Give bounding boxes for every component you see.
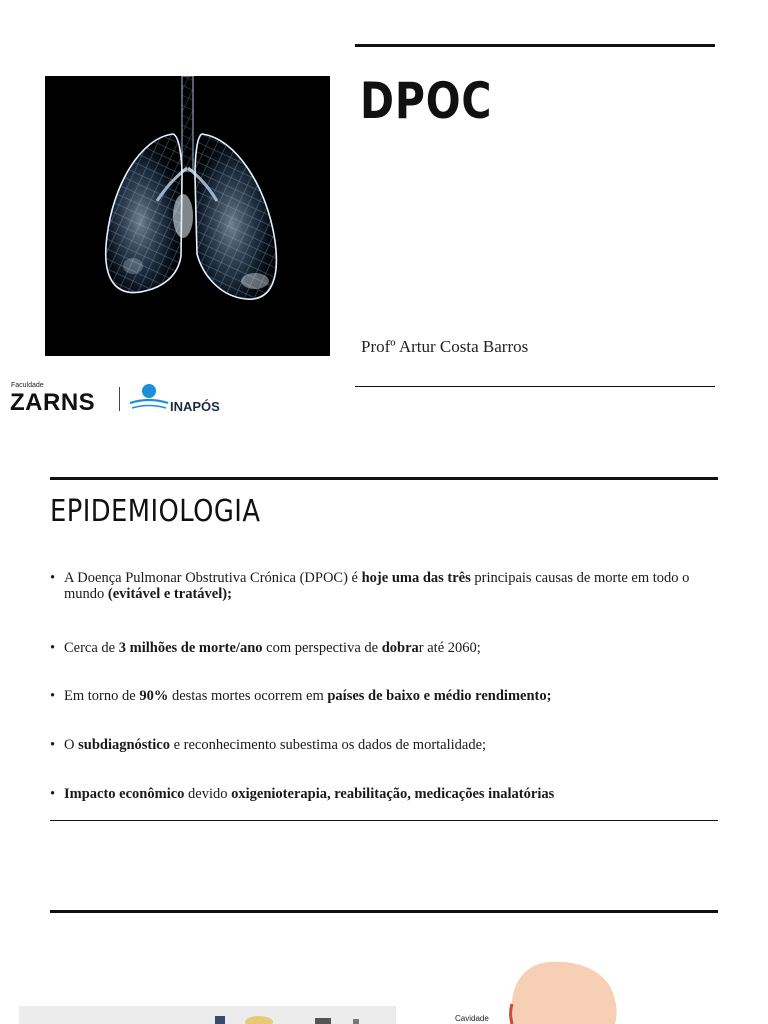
bullet-emphasis: oxigenioterapia, reabilitação, medicações inalatórias — [231, 786, 555, 802]
bullet-emphasis: (evitável e tratável); — [107, 586, 232, 602]
bullet-emphasis: países de baixo e médio rendimento; — [327, 688, 552, 704]
logo-inapos-text: INAPÓS — [170, 399, 220, 414]
bullet-emphasis: 90% — [139, 688, 169, 704]
section-heading: EPIDEMIOLOGIA — [50, 494, 261, 529]
bullet-emphasis: Impacto econômico — [64, 786, 185, 802]
logo-separator — [119, 387, 120, 411]
inhalers-photo-icon — [19, 1006, 396, 1024]
slide3-top-rule — [50, 910, 718, 913]
bullet-item — [50, 737, 720, 753]
bullet-text: devido — [184, 786, 232, 802]
presentation-title: DPOC — [360, 72, 493, 130]
bullet-item — [50, 570, 720, 602]
logo-zarns-text: ZARNS — [10, 389, 96, 416]
bullet-text: Cerca de — [64, 640, 119, 656]
head-anatomy-illustration-icon — [440, 950, 700, 1024]
title-top-rule — [355, 44, 715, 47]
bullet-emphasis: subdiagnóstico — [78, 737, 170, 753]
author-name: Profº Artur Costa Barros — [361, 337, 529, 356]
bullet-text: A Doença Pulmonar Obstrutiva Crónica (DPOC) é — [64, 570, 362, 586]
bullet-text: destas mortes ocorrem em — [168, 688, 328, 704]
bullet-emphasis: dobra — [381, 640, 419, 656]
bullet-item — [50, 786, 720, 802]
bullet-text: Em torno de — [64, 688, 140, 704]
section-top-rule — [50, 477, 718, 480]
anatomy-label: Cavidade — [455, 1014, 489, 1023]
bullet-emphasis: 3 milhões de morte/ano — [118, 640, 263, 656]
bullet-text: r até 2060; — [418, 640, 481, 656]
lungs-illustration-icon — [45, 76, 330, 356]
bullet-text: e reconhecimento subestima os dados de mortalidade; — [169, 737, 487, 753]
title-bottom-rule — [355, 386, 715, 387]
bullet-text: com perspectiva de — [262, 640, 382, 656]
bullet-text: principais causas de morte em todo o mundo — [64, 570, 690, 602]
inapos-mark-icon — [128, 383, 170, 413]
bullet-item — [50, 640, 720, 656]
logo-small-text: Faculdade — [11, 382, 44, 389]
bullet-item — [50, 688, 720, 704]
institution-logo — [10, 380, 230, 416]
section-bottom-rule — [50, 820, 718, 821]
bullet-text: O — [64, 737, 79, 753]
bullet-emphasis: hoje uma das três — [361, 570, 471, 586]
